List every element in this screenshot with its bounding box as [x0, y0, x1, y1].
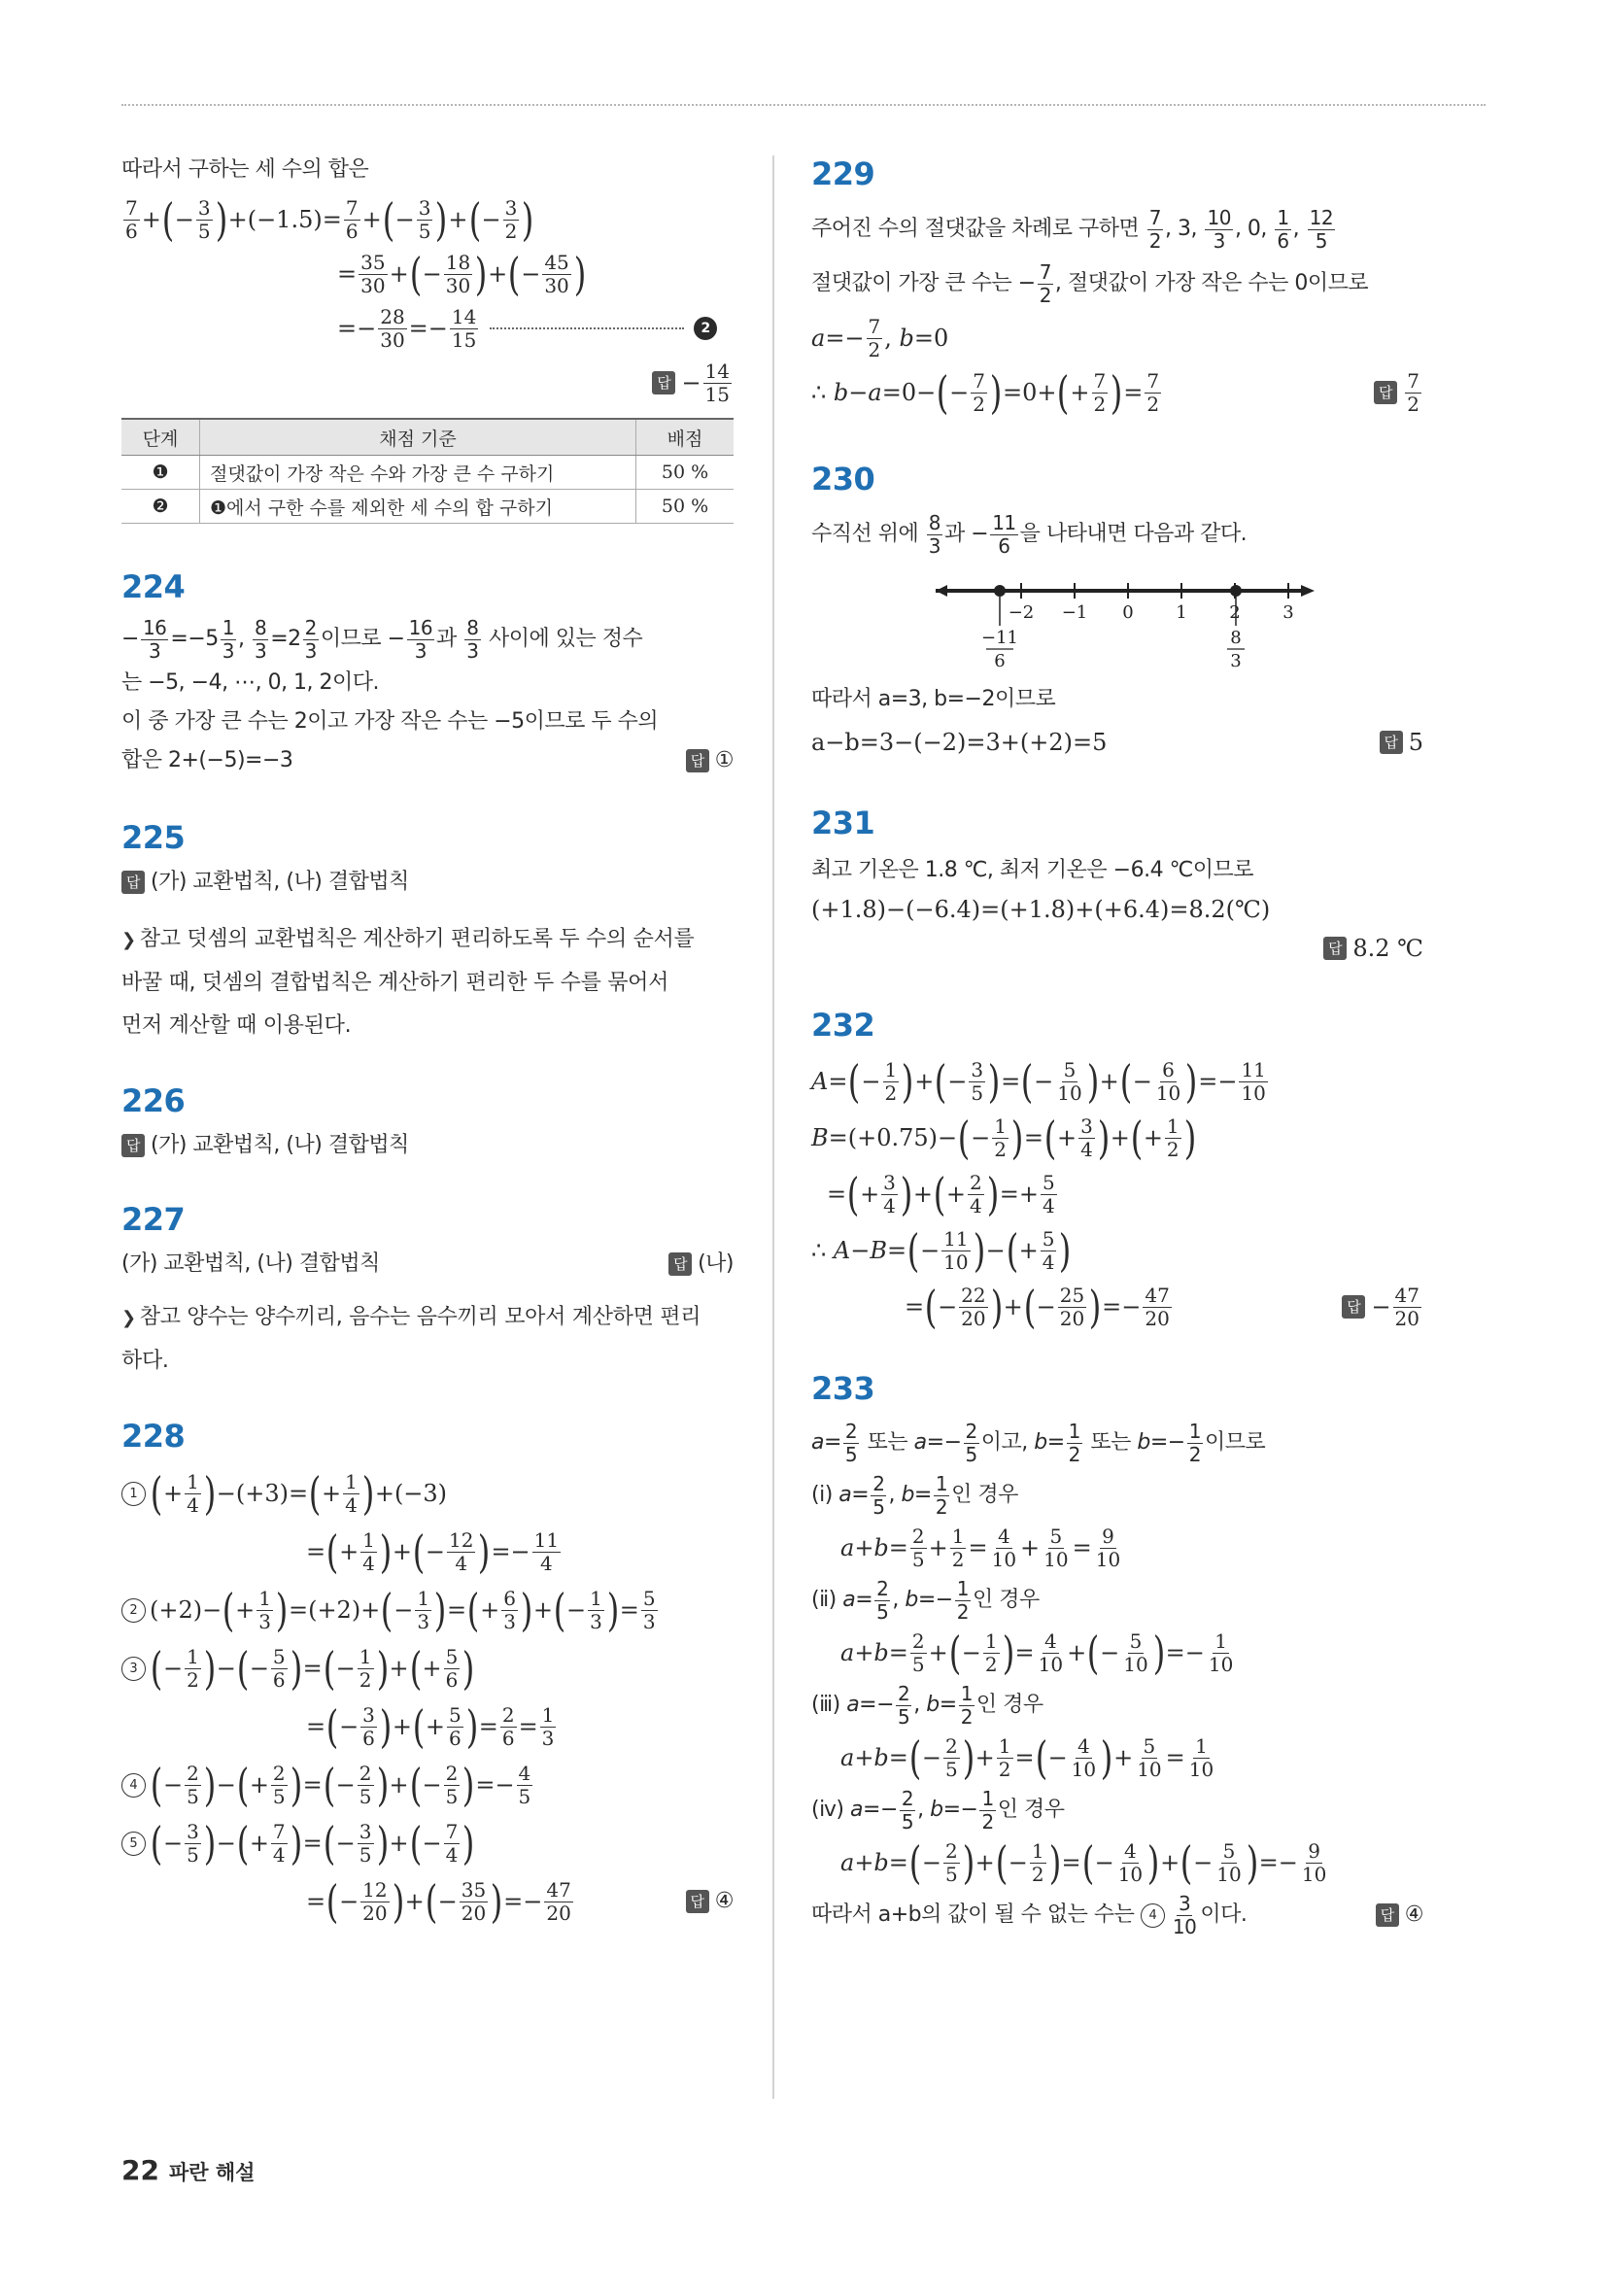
number-line-tick-label: −1 — [1061, 602, 1088, 623]
q232-eq4: ∴ A − B = ( − $\frac{11}{10}$ ) − ( + $\frac{5}{4}$ ) — [811, 1224, 1072, 1277]
answer-badge: 답 — [1374, 381, 1397, 404]
q230-line2: 따라서 a=3, b=−2이므로 — [811, 687, 1056, 711]
q232-eq1: A = ( − $\frac{1}{2}$ ) + ( − $\frac{3}{5}$ ) = ( − $\frac{5}{10}$ ) + ( − $\frac{6}{10}$ ) =− $\frac{11}{10}$ — [811, 1055, 1266, 1108]
q232-eq2: B =(+0.75)− ( − $\frac{1}{2}$ ) = ( + $\frac{3}{4}$ ) + ( + $\frac{1}{2}$ ) — [811, 1112, 1196, 1164]
q232-eq3: = ( + $\frac{3}{4}$ ) + ( + $\frac{2}{4}$ ) =+ $\frac{5}{4}$ — [827, 1168, 1055, 1220]
q227-note-line: ❯ 참고 양수는 양수끼리, 음수는 음수끼리 모아서 계산하면 편리 — [121, 1305, 701, 1329]
table-row — [121, 456, 734, 490]
point-b — [994, 585, 1006, 597]
q228-eq3: 3 ( − $\frac{1}{2}$ ) − ( − $\frac{5}{6}$ ) = ( − $\frac{1}{2}$ ) + ( + $\frac{5}{6}$ ) — [121, 1639, 734, 1697]
q231-answer: 8.2 ℃ — [1352, 935, 1423, 962]
table-cell-criterion: ❶에서 구한 수를 제외한 세 수의 합 구하기 — [200, 490, 636, 524]
q224-line1: − $\frac{16}{3}$ =−5 $\frac{1}{3}$ , $\frac{8}{3}$ =2 $\frac{2}{3}$ 이므로 − $\frac{16}{3}$ 과 $\frac{8}{3}$ 사이에 있는 정수 — [121, 615, 643, 663]
q227-note — [121, 1296, 734, 1383]
question-number-228: 228 — [121, 1418, 186, 1455]
answer-223: 답 − $\frac{14}{15}$ — [121, 356, 734, 410]
answer-badge: 답 — [668, 1252, 692, 1276]
q233-case4: (ⅳ) a =− $\frac{2}{5}$ , b =− $\frac{1}{2}$ 인 경우 — [811, 1786, 1065, 1833]
q228-eq1: 1 ( + $\frac{1}{4}$ ) −(+3)= ( + $\frac{1}{4}$ ) +(−3) — [121, 1464, 734, 1523]
q228-eq2: 2 (+2)− ( + $\frac{1}{3}$ ) =(+2)+ ( − $\frac{1}{3}$ ) = ( + $\frac{6}{3}$ ) + ( − $\frac{1}{3}$ ) = $\frac{5}{3}$ — [121, 1581, 734, 1639]
svg-text:6: 6 — [994, 651, 1006, 671]
q228-answer: ④ — [714, 1889, 734, 1913]
q232-eq5: = ( − $\frac{22}{20}$ ) + ( − $\frac{25}{20}$ ) =− $\frac{47}{20}$ 답 − $\frac{47}{20}$ — [905, 1281, 1419, 1333]
q229-line1: 주어진 수의 절댓값을 차례로 구하면 $\frac{7}{2}$ , 3, $\frac{10}{3}$ , 0, $\frac{1}{6}$ , $\frac{12}{5}$ — [811, 205, 1334, 253]
q225-note-line: ❯ 참고 덧셈의 교환법칙은 계산하기 편리하도록 두 수의 순서를 — [121, 927, 695, 951]
q233-case3: (ⅲ) a =− $\frac{2}{5}$ , b = $\frac{1}{2}$ 인 경우 — [811, 1681, 1043, 1729]
table-cell-score: 50 % — [636, 456, 735, 490]
table-cell-step: ❷ — [121, 490, 200, 524]
q224-line3: 이 중 가장 큰 수는 2이고 가장 작은 수는 −5이므로 두 수의 — [121, 709, 659, 734]
svg-text:3: 3 — [1230, 651, 1242, 671]
page-footer — [121, 2154, 255, 2186]
question-number-227: 227 — [121, 1201, 186, 1238]
question-number-233: 233 — [811, 1370, 875, 1407]
table-cell-score: 50 % — [636, 490, 735, 524]
q229-line3: a =− $\frac{7}{2}$ , b =0 — [811, 314, 949, 361]
q225-note-line: 바꿀 때, 덧셈의 결합법칙은 계산하기 편리한 두 수를 묶어서 — [121, 971, 669, 995]
right-column — [811, 155, 1423, 1941]
step-2-marker: 2 — [694, 317, 717, 340]
top-rule — [121, 104, 1486, 106]
page-number: 22 — [121, 2154, 159, 2186]
answer-badge: 답 — [686, 1890, 709, 1913]
question-number-232: 232 — [811, 1007, 875, 1044]
question-number-230: 230 — [811, 461, 875, 497]
intro-text: 따라서 구하는 세 수의 합은 — [121, 157, 369, 182]
q228-eq3b: = ( − $\frac{3}{6}$ ) + ( + $\frac{5}{6}$ ) = $\frac{2}{6}$ = $\frac{1}{3}$ — [306, 1700, 555, 1753]
q233-case1: (ⅰ) a = $\frac{2}{5}$ , b = $\frac{1}{2}$ 인 경우 — [811, 1471, 1018, 1519]
q228-eq1b: = ( + $\frac{1}{4}$ ) + ( − $\frac{12}{4}$ ) =− $\frac{11}{4}$ — [306, 1525, 560, 1578]
question-number-229: 229 — [811, 155, 875, 192]
q227-note-line: 하다. — [121, 1349, 169, 1373]
grading-table — [121, 418, 734, 524]
q230-line3: a−b=3−(−2)=3+(+2)=5 답 5 — [811, 729, 1423, 756]
number-line — [811, 562, 1423, 678]
number-line-tick-label: −2 — [1008, 602, 1035, 623]
eq-223-line2: = $\frac{35}{30}$ + ( − $\frac{18}{30}$ ) + ( − $\frac{45}{30}$ ) — [337, 248, 587, 300]
answer-badge: 답 — [121, 1134, 145, 1157]
note-arrow-icon: ❯ — [121, 1308, 136, 1328]
number-line-tick-label: 2 — [1229, 602, 1241, 623]
q231-line2: (+1.8)−(−6.4)=(+1.8)+(+6.4)=8.2(℃) — [811, 896, 1271, 923]
number-line-tick-label: 3 — [1282, 602, 1294, 623]
q227-text: (가) 교환법칙, (나) 결합법칙 답 (나) — [121, 1251, 734, 1276]
q224-line4 — [121, 741, 734, 780]
q231-answer-line — [811, 929, 1423, 968]
q226-answer — [121, 1129, 734, 1162]
note-arrow-icon: ❯ — [121, 930, 136, 950]
q233-answer: ④ — [1404, 1902, 1423, 1927]
question-number-226: 226 — [121, 1082, 186, 1119]
q226-answer-text: (가) 교환법칙, (나) 결합법칙 — [151, 1133, 409, 1157]
q225-answer-text: (가) 교환법칙, (나) 결합법칙 — [151, 870, 409, 894]
q229-line4: ∴ b − a =0− ( − $\frac{7}{2}$ ) =0+ ( + $\frac{7}{2}$ ) = $\frac{7}{2}$ 답 $\frac{7}{2}$ — [811, 366, 1419, 419]
q225-note — [121, 918, 734, 1047]
answer-badge: 답 — [1323, 937, 1347, 960]
q233-case2: (ⅱ) a = $\frac{2}{5}$ , b =− $\frac{1}{2}$ 인 경우 — [811, 1576, 1040, 1624]
footer-label: 파란 해설 — [168, 2161, 256, 2184]
number-line-svg — [811, 562, 1423, 678]
answer-badge: 답 — [652, 371, 675, 394]
question-number-224: 224 — [121, 568, 186, 605]
q228-eq5: 5 ( − $\frac{3}{5}$ ) − ( + $\frac{7}{4}$ ) = ( − $\frac{3}{5}$ ) + ( − $\frac{7}{4}$ ) — [121, 1814, 734, 1872]
q230-answer: 5 — [1408, 729, 1423, 756]
column-divider — [772, 155, 774, 2099]
answer-badge: 답 — [121, 871, 145, 894]
q231-line1: 최고 기온은 1.8 ℃, 최저 기온은 −6.4 ℃이므로 — [811, 858, 1254, 882]
answer-badge: 답 — [1342, 1295, 1365, 1319]
q233-line1: a = $\frac{2}{5}$ 또는 a =− $\frac{2}{5}$ 이고, b = $\frac{1}{2}$ 또는 b =− $\frac{1}{2}$ 이므로 — [811, 1419, 1266, 1466]
table-header-criterion: 채점 기준 — [200, 419, 636, 456]
point-a — [1230, 585, 1242, 597]
svg-text:8: 8 — [1230, 628, 1242, 648]
q224-answer: ① — [714, 748, 734, 772]
table-row — [121, 490, 734, 524]
answer-badge: 답 — [1380, 731, 1403, 754]
svg-text:−11: −11 — [981, 628, 1018, 648]
q224-line2: 는 −5, −4, ⋯, 0, 1, 2이다. — [121, 670, 380, 695]
q228-eq4: 4 ( − $\frac{2}{5}$ ) − ( + $\frac{2}{5}$ ) = ( − $\frac{2}{5}$ ) + ( − $\frac{2}{5}$ ) =− $\frac{4}{5}$ — [121, 1756, 734, 1814]
table-header-step: 단계 — [121, 419, 200, 456]
number-line-tick-label: 1 — [1176, 602, 1187, 623]
left-column — [121, 155, 734, 1931]
q233-case2-eq: a + b = $\frac{2}{5}$ + ( − $\frac{1}{2}$ ) = $\frac{4}{10}$ + ( − $\frac{5}{10}$ ) =− $\frac{1}{10}$ — [840, 1627, 1234, 1679]
q230-line1: 수직선 위에 $\frac{8}{3}$ 과 − $\frac{11}{6}$ 을 나타내면 다음과 같다. — [811, 510, 1248, 558]
eq-223-line3: =− $\frac{28}{30}$ =− $\frac{14}{15}$ 2 — [121, 301, 734, 356]
number-line-tick-label: 0 — [1122, 602, 1134, 623]
table-cell-criterion: 절댓값이 가장 작은 수와 가장 큰 수 구하기 — [200, 456, 636, 490]
eq-223-line1: $\frac{7}{6}$ + ( − $\frac{3}{5}$ ) +(−1.5)= $\frac{7}{6}$ + ( − $\frac{3}{5}$ ) + ( − $\frac{3}{2}$ ) — [125, 193, 534, 246]
table-cell-step: ❶ — [121, 456, 200, 490]
q228-eq5b: = ( − $\frac{12}{20}$ ) + ( − $\frac{35}{20}$ ) =− $\frac{47}{20}$ 답 ④ — [306, 1875, 734, 1928]
answer-badge: 답 — [686, 749, 709, 772]
answer-badge: 답 — [1376, 1903, 1399, 1927]
q229-line2: 절댓값이 가장 큰 수는 − $\frac{7}{2}$ , 절댓값이 가장 작은 수는 0이므로 — [811, 259, 1369, 307]
q225-note-line: 먼저 계산할 때 이용된다. — [121, 1013, 352, 1038]
question-number-231: 231 — [811, 805, 875, 841]
table-header-score: 배점 — [636, 419, 735, 456]
q225-answer — [121, 866, 734, 899]
q233-case3-eq: a + b = ( − $\frac{2}{5}$ ) + $\frac{1}{2}$ = ( − $\frac{4}{10}$ ) + $\frac{5}{10}$ = $\frac{1}{10}$ — [840, 1731, 1214, 1784]
q227-answer: (나) — [698, 1251, 734, 1276]
q233-final: 따라서 a+b의 값이 될 수 없는 수는 4 $\frac{3}{10}$ 이다. 답 ④ — [811, 1891, 1423, 1938]
q233-case1-eq: a + b = $\frac{2}{5}$ + $\frac{1}{2}$ = $\frac{4}{10}$ + $\frac{5}{10}$ = $\frac{9}{10}$ — [840, 1524, 1121, 1571]
q224-line4-text: 합은 2+(−5)=−3 — [121, 748, 293, 772]
q233-case4-eq: a + b = ( − $\frac{2}{5}$ ) + ( − $\frac{1}{2}$ ) = ( − $\frac{4}{10}$ ) + ( − $\frac{5}{10}$ ) =− $\frac{9}{10}$ — [840, 1836, 1327, 1889]
question-number-225: 225 — [121, 819, 186, 856]
